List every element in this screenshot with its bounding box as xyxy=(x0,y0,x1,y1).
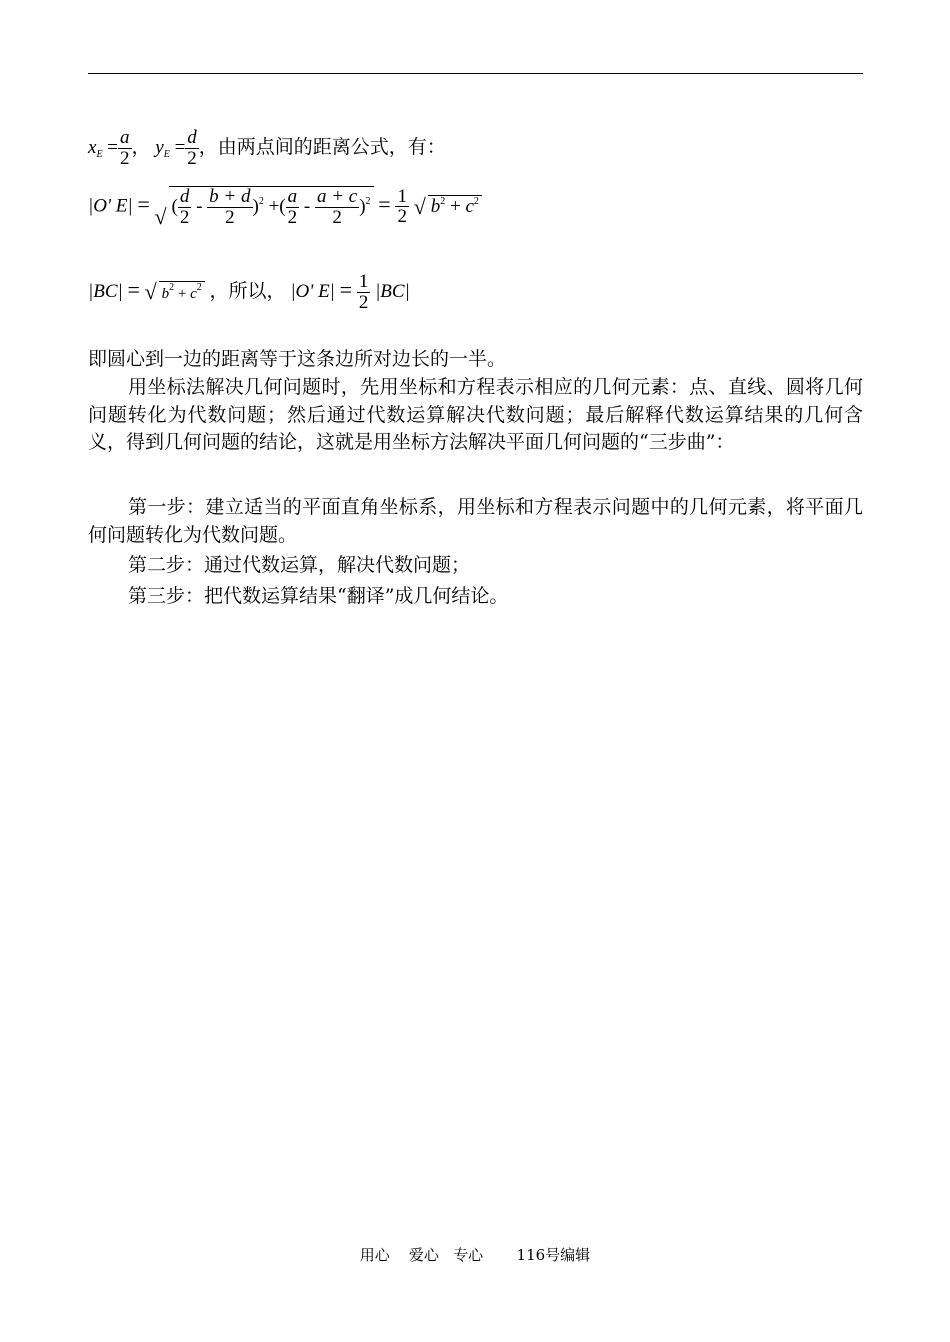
var-x: x xyxy=(88,136,97,158)
paren: ) xyxy=(359,195,366,217)
denominator: 2 xyxy=(225,206,235,228)
radical-sign: √ xyxy=(413,194,426,220)
sqrt-b2-c2 xyxy=(145,281,205,303)
radicand xyxy=(169,186,374,228)
sub-e: E xyxy=(96,148,103,160)
denominator: 2 xyxy=(120,147,130,169)
plus-sign: + xyxy=(177,286,187,303)
minus-sign: - xyxy=(303,195,311,217)
var-b: b xyxy=(430,196,441,218)
page-footer: 用心 爱心 专心 116号编辑 xyxy=(359,1246,591,1264)
distance-oe: |O' E| xyxy=(290,280,335,302)
formula-line-distance xyxy=(88,186,482,228)
fraction-a-over-2 xyxy=(118,128,132,169)
denominator: 2 xyxy=(287,206,298,228)
length-bc: |BC| xyxy=(88,280,123,302)
numerator: d xyxy=(187,127,197,148)
numerator: b + d xyxy=(209,186,251,207)
sub-e: E xyxy=(163,148,170,160)
fraction-a-over-2 xyxy=(286,187,300,228)
denominator: 2 xyxy=(179,206,190,228)
plus-sign: + xyxy=(449,196,461,218)
radicand xyxy=(159,281,205,303)
exponent: 2 xyxy=(473,196,479,208)
fraction-1-over-2 xyxy=(395,187,409,228)
denominator: 2 xyxy=(332,206,342,228)
header-rule xyxy=(88,73,863,74)
exponent: 2 xyxy=(440,196,446,208)
minus-sign: - xyxy=(196,195,203,217)
exponent: 2 xyxy=(169,282,175,294)
equals-sign: = xyxy=(137,191,150,217)
distance-oe: |O' E| xyxy=(88,195,133,217)
comma: ， xyxy=(131,135,151,158)
denominator: 2 xyxy=(397,206,407,228)
paren: ( xyxy=(279,195,286,217)
paragraph-step-1: 第一步：建立适当的平面直角坐标系，用坐标和方程表示问题中的几何元素，将平面几何问题转化为代数问题。 xyxy=(88,496,863,546)
sqrt-b2-c2 xyxy=(414,195,482,218)
var-c: c xyxy=(190,286,197,303)
denominator: 2 xyxy=(358,291,369,313)
formula-line-conclusion xyxy=(88,272,410,313)
exponent: 2 xyxy=(258,195,264,207)
conclusion-text: ，所以， xyxy=(209,279,286,302)
numerator: a xyxy=(120,127,130,148)
formula-line-coordinates xyxy=(88,128,446,169)
var-c: c xyxy=(465,196,474,218)
equals-sign: = xyxy=(107,136,119,158)
paragraph-method: 用坐标法解决几何问题时，先用坐标和方程表示相应的几何元素：点、直线、圆将几何问题转化为代数问题；然后通过代数运算解决代数问题；最后解释代数运算结果的几何含义，得到几何问题的结论，这就是用坐标方法解决平面几何问题的“三步曲”： xyxy=(88,376,863,453)
fraction-1-over-2 xyxy=(357,272,371,313)
radical-sign: √ xyxy=(154,203,167,229)
exponent: 2 xyxy=(196,282,202,294)
paren: ( xyxy=(171,195,178,217)
var-y: y xyxy=(155,136,164,158)
var-b: b xyxy=(161,286,170,303)
plus-sign: + xyxy=(268,195,280,217)
exponent: 2 xyxy=(365,195,371,207)
equals-sign: = xyxy=(127,276,140,302)
equals-sign: = xyxy=(174,136,186,158)
numerator: d xyxy=(179,186,190,207)
paragraph-step-2: 第二步：通过代数运算，解决代数问题； xyxy=(128,554,471,576)
fraction-d-over-2 xyxy=(185,128,199,169)
fraction-d-over-2 xyxy=(178,187,192,228)
fraction-ac-over-2 xyxy=(315,187,359,228)
numerator: a xyxy=(287,186,298,207)
paragraph-conclusion: 即圆心到一边的距离等于这条边所对边长的一半。 xyxy=(88,348,507,370)
sqrt-expression xyxy=(155,186,374,228)
equals-sign: = xyxy=(378,191,391,217)
equals-sign: = xyxy=(339,276,353,302)
radical-sign: √ xyxy=(144,279,157,305)
formula-caption: ，由两点间的距离公式，有： xyxy=(198,135,446,158)
paren: ) xyxy=(252,195,259,217)
numerator: 1 xyxy=(358,271,369,292)
radicand xyxy=(428,195,482,218)
numerator: 1 xyxy=(397,185,407,207)
length-bc: |BC| xyxy=(375,280,410,302)
paragraph-step-3: 第三步：把代数运算结果“翻译”成几何结论。 xyxy=(128,585,509,607)
fraction-bd-over-2 xyxy=(207,187,252,228)
numerator: a + c xyxy=(316,186,358,207)
denominator: 2 xyxy=(187,147,197,169)
